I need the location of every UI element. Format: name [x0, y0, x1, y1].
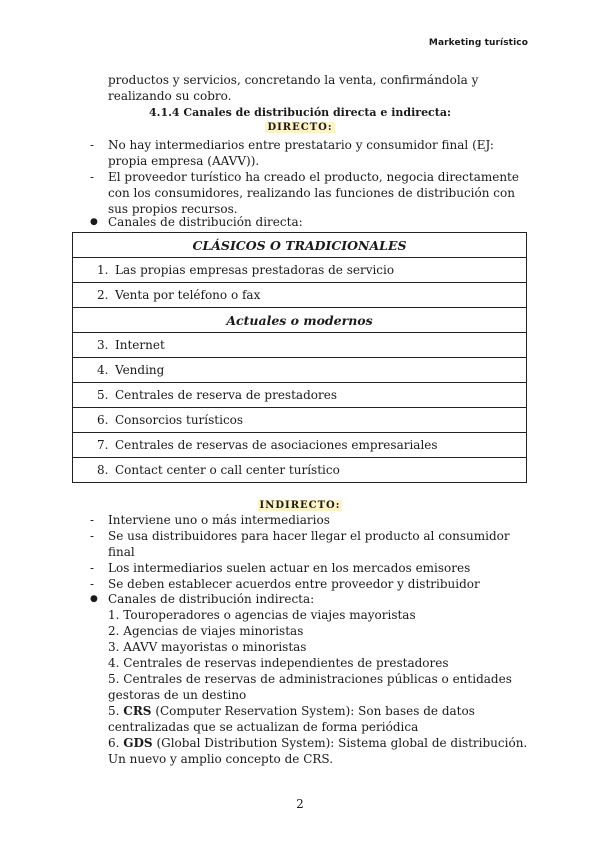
table-row: 2. Venta por teléfono o fax — [73, 283, 527, 308]
list-item: - Interviene uno o más intermediarios — [90, 512, 530, 528]
direct-tag — [0, 122, 600, 134]
list-item: - No hay intermediarios entre prestatario y consumidor final (EJ: propia empresa (AAVV)). — [90, 137, 530, 169]
list-item: - Los intermediarios suelen actuar en los mercados emisores — [90, 560, 530, 576]
indirect-tag-label: INDIRECTO: — [259, 500, 341, 511]
direct-channels-table — [72, 232, 527, 483]
direct-tag-label: DIRECTO: — [267, 122, 333, 133]
table-row: 6. Consorcios turísticos — [73, 408, 527, 433]
running-header: Marketing turístico — [428, 38, 528, 48]
table-row: 4. Vending — [73, 358, 527, 383]
list-item: 6. GDS (Global Distribution System): Sistema global de distribución. Un nuevo y amplio concepto de CRS. — [108, 736, 528, 766]
list-item: 1. Touroperadores o agencias de viajes mayoristas — [108, 608, 416, 622]
intro-paragraph: productos y servicios, concretando la venta, confirmándola y realizando su cobro. — [108, 73, 479, 103]
crs-acronym: CRS — [123, 704, 152, 718]
direct-bullet: ● Canales de distribución directa: — [90, 214, 303, 230]
indirect-bullet: ● Canales de distribución indirecta: — [90, 591, 314, 607]
list-item: 4. Centrales de reservas independientes de prestadores — [108, 656, 449, 670]
indirect-tag — [0, 500, 600, 512]
table-row: 3. Internet — [73, 333, 527, 358]
table-row: 5. Centrales de reserva de prestadores — [73, 383, 527, 408]
direct-list — [90, 137, 530, 217]
table-row: 8. Contact center o call center turístico — [73, 458, 527, 483]
list-item: 2. Agencias de viajes minoristas — [108, 624, 304, 638]
list-item: - Se deben establecer acuerdos entre proveedor y distribuidor — [90, 576, 530, 592]
list-item: - Se usa distribuidores para hacer llegar el producto al consumidor final — [90, 528, 530, 560]
table-row: 7. Centrales de reservas de asociaciones empresariales — [73, 433, 527, 458]
list-item: 3. AAVV mayoristas o minoristas — [108, 640, 307, 654]
indirect-list — [90, 512, 530, 592]
list-item: 5. Centrales de reservas de administraciones públicas o entidades gestoras de un destino — [108, 672, 512, 702]
table-header-modern: Actuales o modernos — [73, 308, 527, 333]
page-number: 2 — [296, 797, 304, 811]
list-item: - El proveedor turístico ha creado el producto, negocia directamente con los consumidores, realizando las funciones de distribución con sus propios recursos. — [90, 169, 530, 217]
gds-acronym: GDS — [123, 736, 153, 750]
table-header-classic: CLÁSICOS O TRADICIONALES — [73, 233, 527, 258]
indirect-channels-list — [108, 607, 528, 767]
list-item: 5. CRS (Computer Reservation System): Son bases de datos centralizadas que se actualizan de forma periódica — [108, 704, 475, 734]
table-row: 1. Las propias empresas prestadoras de servicio — [73, 258, 527, 283]
section-title: 4.1.4 Canales de distribución directa e indirecta: — [148, 106, 452, 119]
